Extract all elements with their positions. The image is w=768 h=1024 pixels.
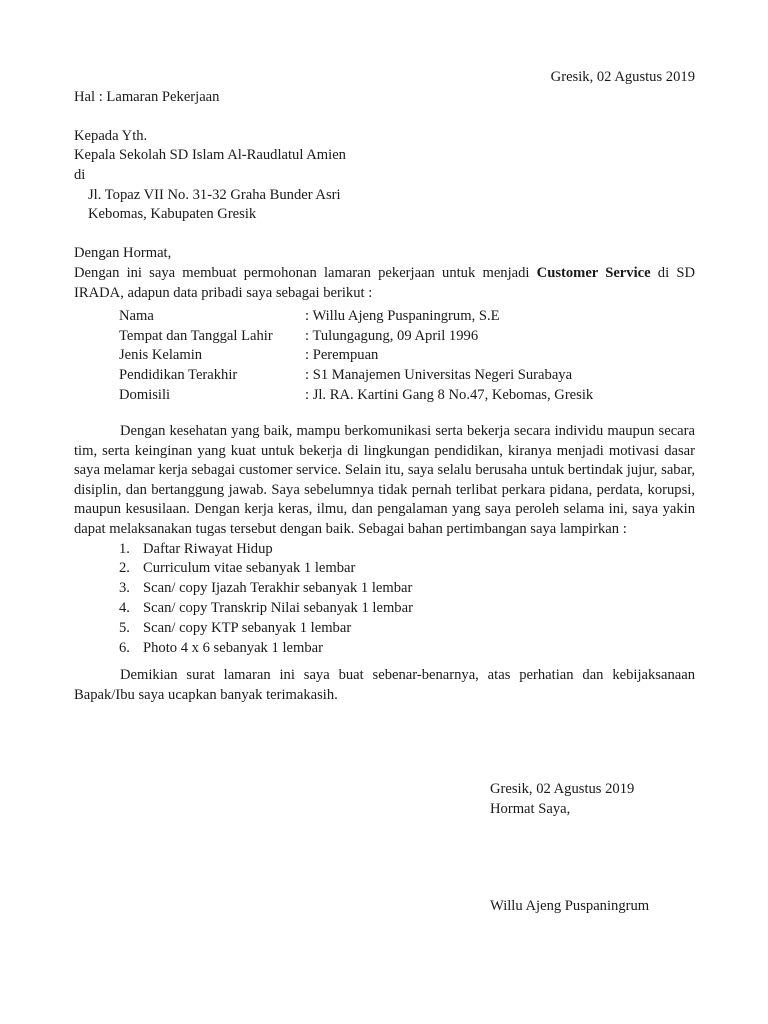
intro-after: di SD IRADA, adapun data pribadi saya sebagai berikut :	[74, 264, 695, 301]
attachment-list	[74, 540, 695, 659]
signer-name: Willu Ajeng Puspaningrum	[490, 898, 650, 914]
recipient-salutation: Kepada Yth.	[74, 127, 148, 144]
bio-label: Tempat dan Tanggal Lahir	[119, 327, 273, 344]
list-item	[74, 639, 695, 659]
body-paragraph: Dengan kesehatan yang baik, mampu berkomunikasi serta bekerja secara individu maupun secara tim, serta keinginan yang kuat untuk bekerja di lingkungan pendidikan, kiranya menjadi motivasi dasar saya melamar kerja sebagai customer service. Selain itu, saya selalu berusaha untuk bertindak jujur, sabar, disiplin, dan bertanggung jawab. Saya sebelumnya tidak pernah terlibat perkara pidana, perdata, korupsi, maupun kesusilaan. Dengan kerja keras, ilmu, dan pengalaman yang saya peroleh selama ini, saya yakin dapat melaksanakan tugas tersebut dengan baik. Sebagai bahan pertimbangan saya lampirkan :	[74, 423, 695, 538]
bio-value: : Perempuan	[305, 347, 379, 364]
list-item-text: Scan/ copy Transkrip Nilai sebanyak 1 lembar	[143, 600, 413, 617]
list-item-number: 3.	[119, 580, 130, 597]
bio-row	[119, 366, 593, 386]
bio-label: Nama	[119, 308, 154, 325]
greeting: Dengan Hormat,	[74, 245, 172, 262]
bio-value: : Tulungagung, 09 April 1996	[305, 327, 479, 344]
list-item-number: 6.	[119, 639, 130, 656]
closing-block	[490, 780, 634, 819]
intro-paragraph	[74, 264, 695, 303]
bio-table	[119, 307, 593, 405]
bio-row	[119, 307, 593, 327]
recipient-address-line2: Kebomas, Kabupaten Gresik	[88, 206, 257, 223]
intro-position: Customer Service	[536, 264, 651, 281]
bio-label: Pendidikan Terakhir	[119, 366, 238, 383]
list-item-text: Scan/ copy KTP sebanyak 1 lembar	[143, 619, 352, 636]
list-item	[74, 559, 695, 579]
list-item-text: Curriculum vitae sebanyak 1 lembar	[143, 560, 356, 577]
list-item-number: 2.	[119, 560, 130, 577]
recipient-address-line1: Jl. Topaz VII No. 31-32 Graha Bunder Asri	[88, 186, 341, 203]
list-item-text: Photo 4 x 6 sebanyak 1 lembar	[143, 639, 323, 656]
list-item-text: Scan/ copy Ijazah Terakhir sebanyak 1 lembar	[143, 580, 413, 597]
closing-salutation: Hormat Saya,	[490, 800, 571, 817]
bio-row	[119, 346, 593, 366]
letter-body	[74, 68, 695, 706]
list-item-number: 5.	[119, 619, 130, 636]
list-item	[74, 579, 695, 599]
recipient-title: Kepala Sekolah SD Islam Al-Raudlatul Amien	[74, 147, 346, 164]
list-item-number: 1.	[119, 540, 130, 557]
list-item	[74, 619, 695, 639]
list-item	[74, 599, 695, 619]
bio-value: : S1 Manajemen Universitas Negeri Surabaya	[305, 366, 573, 383]
bio-row	[119, 327, 593, 347]
list-item-number: 4.	[119, 600, 130, 617]
closing-paragraph: Demikian surat lamaran ini saya buat sebenar-benarnya, atas perhatian dan kebijaksanaan Bapak/Ibu saya ucapkan banyak terimakasih.	[74, 667, 695, 704]
recipient-di: di	[74, 166, 86, 183]
bio-value: : Jl. RA. Kartini Gang 8 No.47, Kebomas, Gresik	[305, 386, 594, 403]
bio-value: : Willu Ajeng Puspaningrum, S.E	[305, 308, 500, 325]
letter-subject: Hal : Lamaran Pekerjaan	[74, 88, 220, 105]
bio-row	[119, 386, 593, 406]
list-item-text: Daftar Riwayat Hidup	[143, 540, 273, 557]
bio-label: Jenis Kelamin	[119, 347, 203, 364]
list-item	[74, 540, 695, 560]
intro-before: Dengan ini saya membuat permohonan lamaran pekerjaan untuk menjadi	[74, 264, 537, 281]
closing-date: Gresik, 02 Agustus 2019	[490, 781, 635, 797]
letter-date: Gresik, 02 Agustus 2019	[550, 69, 695, 85]
bio-label: Domisili	[119, 386, 171, 403]
